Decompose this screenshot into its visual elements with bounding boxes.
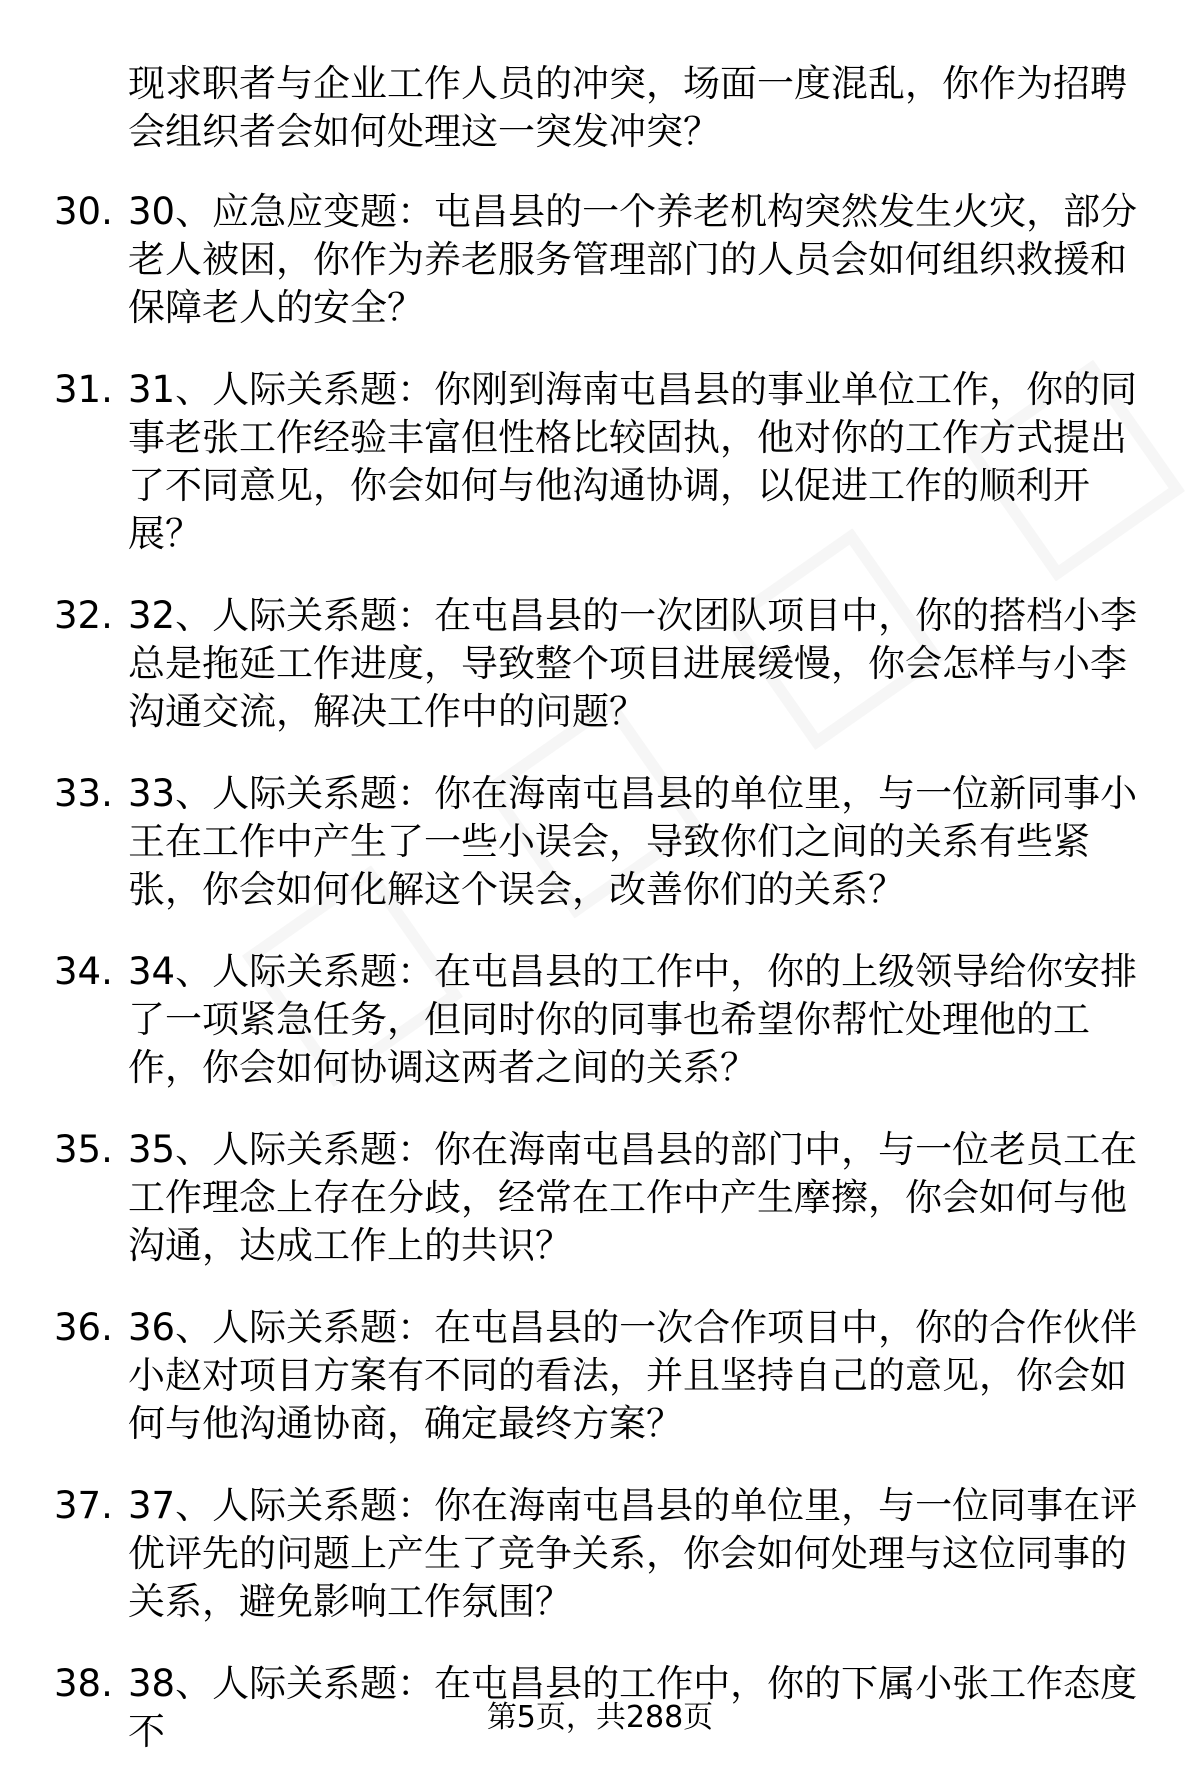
question-item (0, 1482, 1200, 1626)
question-text: 38、人际关系题：在屯昌县的工作中，你的下属小张工作态度不 (128, 1662, 1138, 1753)
question-number: 36. (54, 1306, 113, 1349)
question-item (0, 770, 1200, 914)
question-item (0, 592, 1200, 736)
page-footer: 第5页，共288页 (486, 1700, 714, 1735)
question-number: 30. (54, 190, 113, 233)
question-number: 38. (54, 1662, 113, 1705)
question-item (0, 948, 1200, 1092)
question-item (0, 366, 1200, 558)
question-text: 31、人际关系题：你刚到海南屯昌县的事业单位工作，你的同事老张工作经验丰富但性格比较固执，他对你的工作方式提出了不同意见，你会如何与他沟通协调，以促进工作的顺利开展？ (128, 368, 1138, 555)
continuation-text: 现求职者与企业工作人员的冲突，场面一度混乱，你作为招聘会组织者会如何处理这一突发冲突？ (128, 62, 1127, 153)
question-item (0, 1126, 1200, 1270)
question-number: 31. (54, 368, 113, 411)
question-text: 32、人际关系题：在屯昌县的一次团队项目中，你的搭档小李总是拖延工作进度，导致整个项目进展缓慢，你会怎样与小李沟通交流，解决工作中的问题？ (128, 594, 1138, 733)
question-number: 37. (54, 1484, 113, 1527)
question-text: 35、人际关系题：你在海南屯昌县的部门中，与一位老员工在工作理念上存在分歧，经常在工作中产生摩擦，你会如何与他沟通，达成工作上的共识？ (128, 1128, 1138, 1267)
question-number: 35. (54, 1128, 113, 1171)
question-number: 32. (54, 594, 113, 637)
question-text: 34、人际关系题：在屯昌县的工作中，你的上级领导给你安排了一项紧急任务，但同时你的同事也希望你帮忙处理他的工作，你会如何协调这两者之间的关系？ (128, 950, 1138, 1089)
question-text: 36、人际关系题：在屯昌县的一次合作项目中，你的合作伙伴小赵对项目方案有不同的看法，并且坚持自己的意见，你会如何与他沟通协商，确定最终方案？ (128, 1306, 1138, 1445)
question-list (0, 188, 1200, 1790)
question-number: 34. (54, 950, 113, 993)
question-item (0, 1304, 1200, 1448)
question-text: 37、人际关系题：你在海南屯昌县的单位里，与一位同事在评优评先的问题上产生了竞争关系，你会如何处理与这位同事的关系，避免影响工作氛围？ (128, 1484, 1138, 1623)
question-item (0, 188, 1200, 332)
question-number: 33. (54, 772, 113, 815)
question-text: 30、应急应变题：屯昌县的一个养老机构突然发生火灾，部分老人被困，你作为养老服务管理部门的人员会如何组织救援和保障老人的安全？ (128, 190, 1138, 329)
question-text: 33、人际关系题：你在海南屯昌县的单位里，与一位新同事小王在工作中产生了一些小误会，导致你们之间的关系有些紧张，你会如何化解这个误会，改善你们的关系？ (128, 772, 1138, 911)
